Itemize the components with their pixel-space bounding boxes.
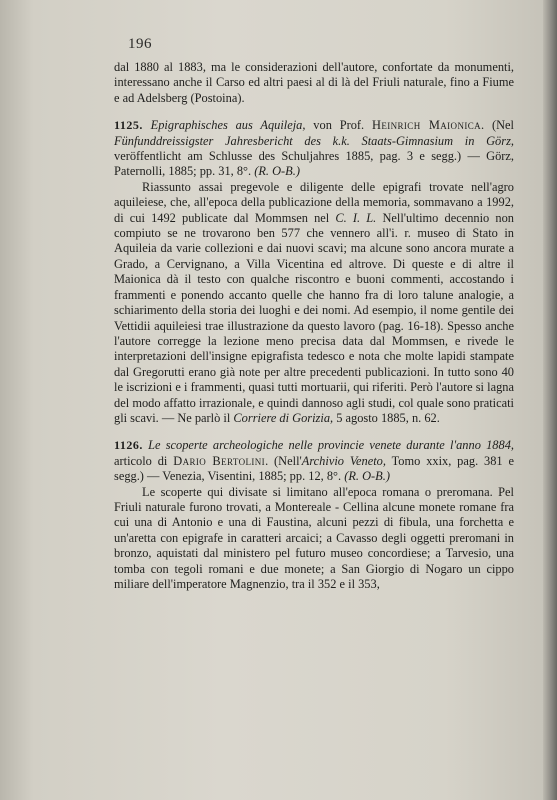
summary-text: Riassunto assai pregevole e diligente delle epigrafi trovate nell'agro aquileiese, che, all'epoca della publicazione della memoria, sommavano a 1992, di cui 1492 publicate dal Mommsen nel bbox=[114, 179, 514, 225]
entry-sigla: (R. O-B.) bbox=[344, 469, 390, 484]
entry-pub-rest: Tomo xxix, pag. 381 e segg.) — Venezia, Visentini, 1885; pp. 12, 8°. bbox=[114, 453, 514, 484]
summary-text-2: Nell'ultimo decennio non compiuto se ne trovarono ben 577 che vennero all'i. r. museo di Stato in Aquileia da varie collezioni e dai nuovi scavi; ma alcune sono ancora murate a Grado, a Cervignano, a Villa Vicentina ed altrove. Di queste e di altre il Maionica dà il testo con qualche riscontro e buoni commenti, accostando i frammenti e ponendo accanto quelle che hanno fra di loro talune analogie, a schiarimento della storia dei luoghi e dei nomi. Ad esempio, il nome gentile dei Vettidii aquileiesi trae illustrazione da questo lavoro (pag. 16-18). Spesso anche l'autore corregge la lezione meno precisa data dal Mommsen, e rivede le interpretazioni dell'insigne epigrafista tedesco e nota che molte lapidi stampate dal Gregorutti erano già note per altre precedenti publicazioni. In tutto sono 40 le iscrizioni e i frammenti, quasi tutti mortuarii, qui riferiti. Però l'autore si lagna del modo affatto irrazionale, e quindi dannoso agli studi, col quale sono praticati gli scavi. — Ne parlò il bbox=[114, 210, 514, 425]
entry-number: 1126. bbox=[114, 438, 143, 453]
entry-pub-rest: veröffentlicht am Schlusse des Schuljahres 1885, pag. 3 e segg.) — Görz, Paternolli, 1885; pp. 31, 8°. bbox=[114, 149, 514, 179]
entry-pub-title: Fünfunddreissigster Jahresbericht des k.k. Staats-Gimnasium in Görz, bbox=[114, 133, 514, 148]
entry-1126-heading bbox=[114, 438, 514, 484]
entry-1125-heading bbox=[114, 118, 514, 180]
entry-sigla: (R. O-B.) bbox=[254, 164, 300, 179]
entry-pub-open: . (Nel bbox=[481, 118, 514, 133]
page-body bbox=[114, 60, 514, 592]
entry-pub-title: Archivio Veneto, bbox=[301, 453, 386, 468]
entry-author: Dario Bertolini bbox=[173, 453, 266, 468]
entry-title: Le scoperte archeologiche nelle provincie venete durante l'anno 1884, bbox=[148, 438, 514, 453]
book-gutter bbox=[543, 0, 557, 800]
entry-by: articolo di bbox=[114, 453, 174, 468]
entry-author: Heinrich Maionica bbox=[371, 118, 482, 133]
entry-gap bbox=[114, 106, 514, 118]
entry-1125-summary bbox=[114, 180, 514, 427]
continuation-paragraph: dal 1880 al 1883, ma le considerazioni dell'autore, confortate da monumenti, interessano anche il Carso ed altri paesi al di là del Friuli naturale, fino a Fiume e ad Adelsberg (Postoina). bbox=[114, 60, 514, 105]
page-number: 196 bbox=[128, 36, 152, 52]
entry-by: von Prof. bbox=[305, 118, 372, 133]
entry-pub-open: . (Nell' bbox=[265, 453, 302, 468]
entry-title: Epigraphisches aus Aquileja, bbox=[150, 118, 306, 133]
summary-paper: Corriere di Gorizia, bbox=[233, 410, 334, 425]
entry-1126-summary: Le scoperte qui divisate si limitano all'epoca romana o preromana. Pel Friuli naturale furono trovati, a Montereale - Cellina alcune monete romane fra cui una di Antonio e una di Faustina, alcuni pezzi di fibula, una forchetta e un'aretta con epigrafe in caratteri arcaici; a Cavasso degli oggetti preromani in bronzo, aquistati dal ministero pel futuro museo concordiese; a Tarvesio, una tomba con tegoli romani e due monete; a San Giorgio di Nogaro un cippo miliare dell'imperatore Magnenzio, tra il 352 e il 353, bbox=[114, 484, 514, 591]
entry-gap bbox=[114, 426, 514, 438]
summary-cil: C. I. L. bbox=[335, 210, 377, 225]
summary-paper-date: 5 agosto 1885, n. 62. bbox=[333, 410, 440, 425]
entry-number: 1125. bbox=[114, 118, 143, 133]
